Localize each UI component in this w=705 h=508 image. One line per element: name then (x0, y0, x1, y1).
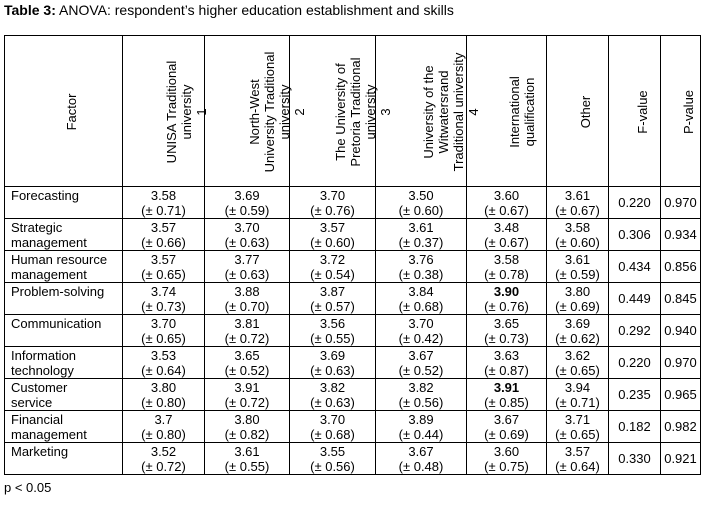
mean-cell (467, 443, 547, 475)
mean-value: 3.70 (408, 316, 434, 331)
sd-value: (± 0.56) (398, 395, 444, 410)
sd-value: (± 0.65) (555, 363, 600, 378)
sd-value: (± 0.55) (310, 331, 355, 346)
mean-value: 3.53 (150, 348, 177, 363)
sd-value: (± 0.38) (398, 267, 444, 282)
mean-cell (205, 379, 290, 411)
mean-cell (376, 443, 467, 475)
column-header-line: university (362, 84, 378, 140)
mean-cell (123, 315, 205, 347)
mean-value: 3.82 (408, 380, 434, 395)
sd-value: (± 0.60) (310, 235, 355, 250)
table-header (5, 36, 701, 187)
factor-label: Communication (11, 316, 102, 331)
sd-value: (± 0.44) (398, 427, 444, 442)
mean-value: 3.69 (319, 348, 346, 363)
mean-cell (467, 315, 547, 347)
mean-cell (123, 347, 205, 379)
column-header (5, 36, 123, 187)
factor-cell (5, 315, 123, 347)
column-header (123, 36, 209, 187)
sd-value: (± 0.80) (141, 395, 186, 410)
column-header-line: 2 (292, 108, 307, 116)
mean-value: 3.69 (234, 188, 260, 203)
p-value-cell: 0.921 (661, 443, 701, 475)
mean-cell (376, 187, 467, 219)
f-value-cell: 0.182 (609, 411, 661, 443)
mean-value: 3.57 (564, 444, 591, 459)
mean-value: 3.82 (319, 380, 346, 395)
table-row (5, 411, 701, 443)
mean-cell (467, 379, 547, 411)
sd-value: (± 0.67) (484, 203, 529, 218)
column-header-line: university (178, 84, 194, 140)
mean-cell (290, 187, 376, 219)
mean-value: 3.62 (564, 348, 591, 363)
column-header-line: University of the (421, 65, 436, 159)
mean-value: 3.65 (234, 348, 260, 363)
factor-cell (5, 379, 123, 411)
f-value-cell: 0.235 (609, 379, 661, 411)
mean-cell (123, 411, 205, 443)
sd-value: (± 0.76) (484, 299, 529, 314)
sd-value: (± 0.55) (224, 459, 270, 474)
column-header-label (578, 42, 593, 182)
mean-value: 3.7 (154, 412, 173, 427)
column-header-line: Other (577, 95, 593, 129)
mean-cell (205, 219, 290, 251)
mean-value: 3.71 (564, 412, 591, 427)
mean-value: 3.91 (234, 380, 260, 395)
sd-value: (± 0.73) (484, 331, 529, 346)
sd-value: (± 0.64) (141, 363, 186, 378)
f-value-cell: 0.306 (609, 219, 661, 251)
mean-value: 3.61 (564, 252, 591, 267)
mean-value: 3.89 (408, 412, 434, 427)
mean-value: 3.88 (234, 284, 260, 299)
table-body (5, 187, 701, 475)
column-header-label (681, 42, 696, 182)
sd-value: (± 0.80) (141, 427, 186, 442)
sd-value: (± 0.87) (484, 363, 529, 378)
mean-cell (205, 315, 290, 347)
mean-cell (290, 283, 376, 315)
sd-value: (± 0.78) (484, 267, 529, 282)
mean-value: 3.91 (493, 380, 520, 395)
mean-value: 3.76 (408, 252, 434, 267)
mean-value: 3.61 (408, 220, 434, 235)
column-header-line: 3 (377, 108, 393, 116)
factor-cell (5, 251, 123, 283)
mean-cell (547, 219, 609, 251)
sd-value: (± 0.68) (398, 299, 444, 314)
mean-value: 3.55 (319, 444, 346, 459)
factor-cell (5, 347, 123, 379)
mean-value: 3.67 (408, 348, 434, 363)
factor-label: Customer (11, 380, 68, 395)
p-value-cell: 0.856 (661, 251, 701, 283)
sd-value: (± 0.60) (555, 235, 600, 250)
mean-value: 3.90 (493, 284, 520, 299)
mean-value: 3.63 (493, 348, 520, 363)
table-row (5, 187, 701, 219)
sd-value: (± 0.65) (555, 427, 600, 442)
f-value-cell: 0.449 (609, 283, 661, 315)
sd-value: (± 0.59) (224, 203, 270, 218)
mean-value: 3.48 (493, 220, 520, 235)
column-header-line: University Traditional (262, 51, 277, 173)
mean-cell (376, 379, 467, 411)
f-value-cell: 0.220 (609, 187, 661, 219)
column-header (290, 36, 393, 187)
column-header-line: 4 (466, 108, 481, 116)
sd-value: (± 0.73) (141, 299, 186, 314)
sd-value: (± 0.68) (310, 427, 355, 442)
mean-cell (547, 283, 609, 315)
mean-value: 3.67 (408, 444, 434, 459)
factor-cell (5, 443, 123, 475)
factor-cell (5, 411, 123, 443)
mean-cell (467, 283, 547, 315)
sd-value: (± 0.48) (398, 459, 444, 474)
mean-cell (290, 251, 376, 283)
mean-value: 3.80 (564, 284, 591, 299)
mean-value: 3.58 (150, 188, 177, 203)
mean-cell (467, 411, 547, 443)
factor-label: management (11, 235, 87, 250)
mean-value: 3.80 (234, 412, 260, 427)
mean-cell (547, 347, 609, 379)
sd-value: (± 0.57) (310, 299, 355, 314)
anova-table (4, 35, 701, 475)
mean-cell (205, 283, 290, 315)
mean-value: 3.56 (319, 316, 346, 331)
column-header (376, 36, 481, 187)
mean-cell (547, 379, 609, 411)
mean-value: 3.60 (493, 188, 520, 203)
column-header-label (507, 42, 537, 182)
column-header-label (635, 42, 650, 182)
factor-label: Financial (11, 412, 64, 427)
mean-value: 3.74 (150, 284, 177, 299)
column-header (205, 36, 307, 187)
sd-value: (± 0.66) (141, 235, 186, 250)
p-value-cell: 0.970 (661, 187, 701, 219)
table-caption (4, 2, 454, 18)
table-row (5, 251, 701, 283)
mean-value: 3.77 (234, 252, 260, 267)
table-row (5, 219, 701, 251)
p-value-cell: 0.982 (661, 411, 701, 443)
mean-value: 3.52 (150, 444, 177, 459)
mean-cell (376, 347, 467, 379)
factor-label: technology (11, 363, 74, 378)
table-row (5, 283, 701, 315)
column-header (547, 36, 609, 187)
mean-cell (290, 411, 376, 443)
mean-value: 3.94 (564, 380, 591, 395)
mean-cell (123, 187, 205, 219)
mean-cell (123, 251, 205, 283)
column-header-line: UNISA Traditional (163, 60, 179, 164)
mean-cell (467, 347, 547, 379)
factor-label: management (11, 427, 87, 442)
sd-value: (± 0.63) (310, 363, 355, 378)
factor-label: Forecasting (11, 188, 79, 203)
column-header (467, 36, 547, 187)
sd-value: (± 0.82) (224, 427, 270, 442)
table-row (5, 443, 701, 475)
caption-text: ANOVA: respondent’s higher education establishment and skills (59, 2, 454, 18)
mean-cell (376, 411, 467, 443)
factor-label: Strategic (11, 220, 63, 235)
column-header-label (64, 42, 79, 182)
sd-value: (± 0.62) (555, 331, 600, 346)
mean-cell (290, 315, 376, 347)
table-row (5, 379, 701, 411)
sd-value: (± 0.52) (398, 363, 444, 378)
p-value-cell: 0.970 (661, 347, 701, 379)
mean-cell (123, 219, 205, 251)
sd-value: (± 0.69) (484, 427, 529, 442)
column-header-line: International (506, 76, 522, 148)
factor-label: Marketing (11, 444, 69, 459)
mean-cell (123, 283, 205, 315)
mean-value: 3.58 (564, 220, 591, 235)
mean-value: 3.81 (234, 316, 260, 331)
column-header (609, 36, 661, 187)
mean-cell (290, 219, 376, 251)
sd-value: (± 0.63) (224, 235, 270, 250)
mean-value: 3.70 (234, 220, 260, 235)
mean-value: 3.58 (493, 252, 520, 267)
column-header-line: 1 (193, 108, 209, 116)
sd-value: (± 0.64) (555, 459, 600, 474)
factor-label: management (11, 267, 87, 282)
footnote: p < 0.05 (4, 480, 52, 495)
table-row (5, 347, 701, 379)
mean-cell (376, 251, 467, 283)
factor-label: Problem-solving (11, 284, 105, 299)
mean-value: 3.87 (319, 284, 346, 299)
mean-value: 3.69 (564, 316, 591, 331)
sd-value: (± 0.59) (555, 267, 600, 282)
mean-cell (123, 443, 205, 475)
sd-value: (± 0.65) (141, 267, 186, 282)
f-value-cell: 0.220 (609, 347, 661, 379)
sd-value: (± 0.72) (224, 395, 270, 410)
sd-value: (± 0.71) (555, 395, 600, 410)
sd-value: (± 0.54) (310, 267, 355, 282)
mean-value: 3.84 (408, 284, 434, 299)
factor-label: Human resource (11, 252, 108, 267)
factor-cell (5, 219, 123, 251)
mean-value: 3.72 (319, 252, 346, 267)
p-value-cell: 0.934 (661, 219, 701, 251)
sd-value: (± 0.69) (555, 299, 600, 314)
f-value-cell: 0.434 (609, 251, 661, 283)
sd-value: (± 0.85) (484, 395, 529, 410)
sd-value: (± 0.42) (398, 331, 444, 346)
mean-cell (467, 251, 547, 283)
f-value-cell: 0.292 (609, 315, 661, 347)
factor-cell (5, 187, 123, 219)
sd-value: (± 0.65) (141, 331, 186, 346)
mean-cell (205, 411, 290, 443)
mean-value: 3.67 (493, 412, 520, 427)
mean-value: 3.60 (493, 444, 520, 459)
mean-value: 3.70 (319, 412, 346, 427)
column-header-line: university (277, 84, 292, 140)
column-header-line: P-value (680, 89, 696, 135)
column-header-line: Witwatersrand (436, 70, 451, 154)
p-value-cell: 0.940 (661, 315, 701, 347)
mean-value: 3.57 (150, 252, 177, 267)
mean-cell (376, 315, 467, 347)
mean-value: 3.61 (234, 444, 260, 459)
column-header-line: F-value (634, 90, 650, 134)
mean-cell (290, 347, 376, 379)
mean-value: 3.50 (408, 188, 434, 203)
sd-value: (± 0.52) (224, 363, 270, 378)
sd-value: (± 0.72) (224, 331, 270, 346)
mean-cell (547, 315, 609, 347)
table-row (5, 315, 701, 347)
sd-value: (± 0.67) (484, 235, 529, 250)
sd-value: (± 0.63) (310, 395, 355, 410)
sd-value: (± 0.72) (141, 459, 186, 474)
mean-cell (205, 187, 290, 219)
mean-cell (376, 219, 467, 251)
mean-value: 3.80 (150, 380, 177, 395)
column-header (661, 36, 701, 187)
f-value-cell: 0.330 (609, 443, 661, 475)
column-header-line: qualification (521, 77, 537, 147)
mean-value: 3.57 (150, 220, 177, 235)
mean-value: 3.70 (150, 316, 177, 331)
sd-value: (± 0.67) (555, 203, 600, 218)
mean-value: 3.65 (493, 316, 520, 331)
mean-cell (123, 379, 205, 411)
mean-cell (547, 187, 609, 219)
factor-label: service (11, 395, 53, 410)
column-header-line: The University of (332, 63, 348, 161)
sd-value: (± 0.71) (141, 203, 186, 218)
column-header-line: Pretoria Traditional (347, 57, 363, 167)
sd-value: (± 0.76) (310, 203, 355, 218)
column-header-line: North-West (247, 79, 262, 145)
mean-cell (376, 283, 467, 315)
mean-value: 3.70 (319, 188, 346, 203)
column-header-line: Traditional university (451, 52, 466, 172)
sd-value: (± 0.56) (310, 459, 355, 474)
mean-cell (467, 219, 547, 251)
mean-cell (205, 443, 290, 475)
column-header-line: Factor (63, 93, 79, 131)
factor-cell (5, 283, 123, 315)
mean-cell (547, 443, 609, 475)
factor-label: Information (11, 348, 77, 363)
mean-cell (547, 251, 609, 283)
mean-cell (547, 411, 609, 443)
sd-value: (± 0.70) (224, 299, 270, 314)
sd-value: (± 0.75) (484, 459, 529, 474)
p-value-cell: 0.845 (661, 283, 701, 315)
caption-label: Table 3: (4, 2, 56, 18)
sd-value: (± 0.63) (224, 267, 270, 282)
mean-cell (205, 251, 290, 283)
mean-cell (205, 347, 290, 379)
mean-cell (290, 443, 376, 475)
mean-value: 3.57 (319, 220, 346, 235)
mean-cell (467, 187, 547, 219)
p-value-cell: 0.965 (661, 379, 701, 411)
column-header-label (164, 42, 209, 182)
sd-value: (± 0.60) (398, 203, 444, 218)
mean-cell (290, 379, 376, 411)
mean-value: 3.61 (564, 188, 591, 203)
header-row (5, 36, 701, 187)
sd-value: (± 0.37) (398, 235, 444, 250)
